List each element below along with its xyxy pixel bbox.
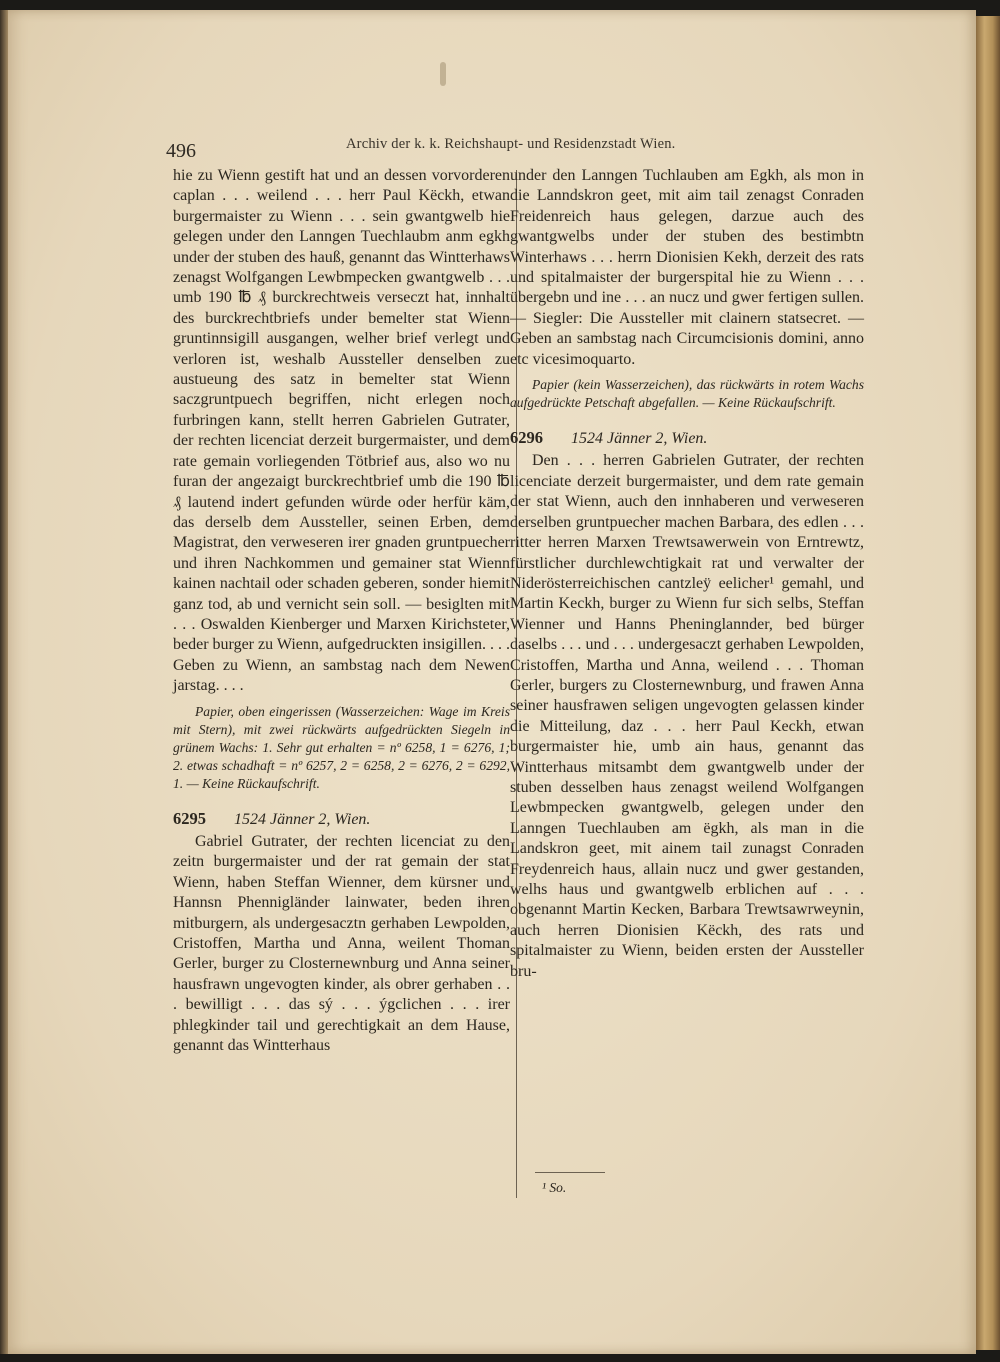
running-head: Archiv der k. k. Reichshaupt- und Residenzstadt Wien. bbox=[346, 136, 676, 152]
footnote: ¹ So. bbox=[542, 1180, 567, 1195]
page-right-edge bbox=[976, 16, 1000, 1350]
entry-date: 1524 Jänner 2, Wien. bbox=[571, 430, 708, 448]
left-column bbox=[173, 166, 510, 1056]
entry-6294-text: hie zu Wienn gestift hat und an dessen vorvorderen caplan . . . weilend . . . herr Paul Këckh, etwan burgermaister zu Wienn . . . sein gwantgwelb hie gelegen under den Lanngen Tuechlaubm anm egkh under der stuben des hauß, genannt das Wintterhaws zenagst Wolfgangen Lewbmpecken gwantgwelb . . . umb 190 ℔ ₰ burckrechtweis verseczt hat, innhalt des burckrechtbriefs under bemelter stat Wienn gruntinnsigill ausgangen, welher brief verlegt und verloren ist, weshalb Aussteller denselben zu austueung des satz in bemelter stat Wienn saczgruntpuech begriffen, nicht erlegen noch furbringen kann, stellt herren Gabrielen Gutrater, der rechten licenciat derzeit burgermaister, und dem rate gemain vorliegenden Tötbrief aus, also wo nu furan der angezaigt burckrechtbrief umb die 190 ℔ ₰ lautend indert gefunden würde oder herfür käm, das derselb dem Aussteller, seinen Erben, dem Magistrat, den verweseren irer gnaden gruntpuecher und ihren Nachkommen und gemainer stat Wienn kainen nachtail oder schaden geberen, sonder hiemit ganz tod, ab und vernicht sein soll. — besiglten mit . . . Oswalden Kienberger und Marxen Kirichsteter, beder burger zu Wienn, aufgedruckten insigillen. . . . Geben zu Wienn, an sambstag nach dem Newen jarstag. . . . bbox=[173, 167, 510, 695]
page-header bbox=[8, 130, 976, 170]
entry-6295-continuation: under den Lanngen Tuchlauben am Egkh, als mon in die Lanndskron geet, mit aim tail zenagst Conraden Freidenreich haus gelegen, darzue auch des gwantgwelbs under der stuben des bestimbtn Winterhaws . . . herrn Dionisien Kekh, derzeit des rats und spitalmaister der burgerspital hie zu Wienn . . . übergebn und ine . . . an nucz und gwer fertigen sullen. — Siegler: Die Aussteller mit clainern statsecret. — Geben an sambstag nach Circumcisionis domini, anno etc vicesimoquarto. bbox=[510, 167, 864, 368]
entry-6296-heading bbox=[510, 428, 864, 449]
ink-smudge bbox=[440, 62, 446, 86]
entry-number: 6295 bbox=[173, 808, 206, 828]
entry-6295-heading bbox=[173, 809, 510, 830]
document-page bbox=[8, 10, 976, 1354]
entry-6295-text: Gabriel Gutrater, der rechten licenciat zu den zeitn burgermaister und der rat gemain der stat Wienn, haben Steffan Wienner, dem kürsner und Hannsn Phennigländer lainwater, beden ihren mitburgern, als undergesacztn gerhaben Lewpolden, Cristoffen, Martha und Anna, weilent Thoman Gerler, burger zu Closternewnburg und Anna seiner hausfrawn ungevogten kinder, als obrer gerhaben . . . bewilligt . . . das sý . . . ýgclichen . . . irer phlegkinder tail und gerechtigkait an dem Hause, genannt das Wintterhaus bbox=[173, 832, 510, 1055]
entry-6294-note: Papier, oben eingerissen (Wasserzeichen: Wage im Kreis mit Stern), mit zwei rückwärts aufgedrückten Siegeln in grünem Wachs: 1. Sehr gut erhalten = nº 6258, 1 = 6276, 1; 2. etwas schadhaft = nº 6257, 2 = 6258, 2 = 6276, 2 = 6292, 1. — Keine Rückaufschrift. bbox=[173, 703, 510, 791]
entry-number: 6296 bbox=[510, 428, 543, 448]
entry-date: 1524 Jänner 2, Wien. bbox=[234, 810, 371, 828]
page-left-edge bbox=[0, 10, 8, 1354]
right-column bbox=[510, 166, 864, 982]
page-number: 496 bbox=[166, 140, 196, 162]
entry-6296-text: Den . . . herren Gabrielen Gutrater, der rechten licenciate derzeit burgermaister, und dem rate gemain der stat Wienn, auch den innhaberen und verweseren derselben gruntpuecher machen Barbara, des edlen . . . ritter herren Marxen Trewtsawerwein von Erntrewtz, fürstlicher durchlewchtigkait rat und verwalter der Niderösterreichischen cantzleÿ eelicher¹ gemahl, und Martin Keckh, burger zu Wienn fur sich selbs, Steffan Wienner und Hanns Pheninglannder, bed bürger daselbs . . . und . . . undergesaczt gerhaben Lewpolden, Cristoffen, Martha und Anna, weilend . . . Thoman Gerler, burgers zu Closternewnburg, und frawen Anna seiner hausfrawen seligen ungevogten gelassen kinder die Mitteilung, daz . . . herr Paul Keckh, etwan burgermaister hie, umb ain haus, genannt das Wintterhaus mitsambt dem gwantgwelb under der stuben desselben haus zenagst weilend Wolfgangen Lewbmpecken gwantgwelb, gelegen under den Lanngen Tuechlauben am ëgkh, als man in die Landskron geet, mit ainem tail zunagst Conraden Freydenreich haus, allain nucz und gwer gestanden, welhs haus und gwantgwelb erblichen auf . . . obgenannt Martin Kecken, Barbara Trewtsawrweynin, auch herren Dionisien Këckh, des rats und spitalmaister zu Wienn, beiden ersten der Aussteller bru- bbox=[510, 452, 864, 980]
footnote-rule bbox=[535, 1172, 605, 1173]
entry-6295-note: Papier (kein Wasserzeichen), das rückwärts in rotem Wachs aufgedrückte Petschaft abgefallen. — Keine Rückaufschrift. bbox=[510, 377, 864, 411]
